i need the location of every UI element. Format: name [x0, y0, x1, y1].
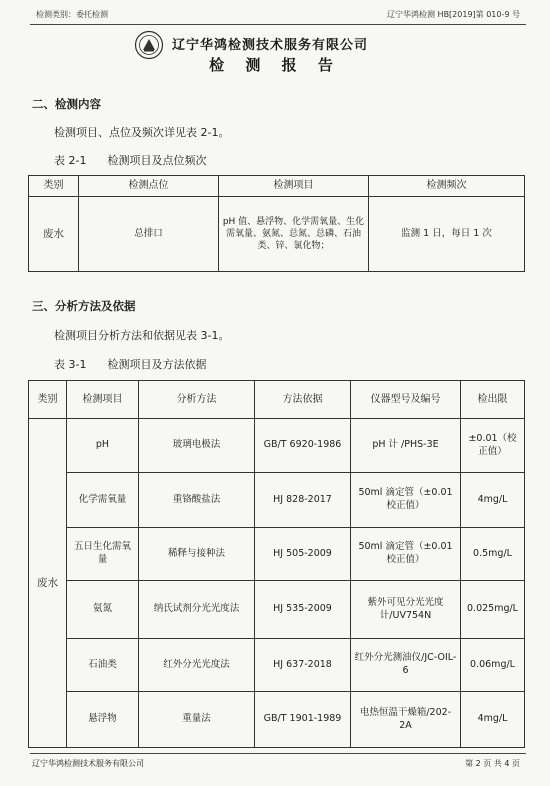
item-cell: 氨氮: [67, 581, 139, 639]
limit-cell: 0.5mg/L: [461, 528, 525, 581]
report-title: 检 测 报 告: [209, 56, 341, 74]
table-row: [29, 419, 525, 473]
table-header-cell: 检测项目: [219, 176, 369, 197]
section-3-heading: 三、分析方法及依据: [32, 299, 136, 313]
table-row: [29, 692, 525, 748]
frequency-cell: 监测 1 日，每日 1 次: [369, 197, 525, 272]
limit-cell: ±0.01（校正值）: [461, 419, 525, 473]
item-cell: 悬浮物: [67, 692, 139, 748]
basis-cell: GB/T 1901-1989: [255, 692, 351, 748]
footer-company: 辽宁华鸿检测技术服务有限公司: [32, 759, 144, 768]
item-cell: 五日生化需氧量: [67, 528, 139, 581]
item-cell: 化学需氧量: [67, 473, 139, 528]
category-cell: 废水: [29, 197, 79, 272]
method-cell: 纳氏试剂分光光度法: [139, 581, 255, 639]
table-3-1-caption: 表 3-1 检测项目及方法依据: [54, 358, 207, 371]
table-row: [29, 197, 525, 272]
method-cell: 红外分光光度法: [139, 639, 255, 692]
instrument-cell: pH 计 /PHS-3E: [351, 419, 461, 473]
instrument-cell: 紫外可见分光光度计/UV754N: [351, 581, 461, 639]
basis-cell: HJ 637-2018: [255, 639, 351, 692]
page-number: 第 2 页 共 4 页: [465, 759, 520, 768]
method-cell: 玻璃电极法: [139, 419, 255, 473]
table-header-cell: 方法依据: [255, 381, 351, 419]
section-3-paragraph: 检测项目分析方法和依据见表 3-1。: [54, 329, 230, 342]
table-2-1-caption: 表 2-1 检测项目及点位频次: [54, 154, 207, 167]
method-cell: 稀释与接种法: [139, 528, 255, 581]
table-header-cell: 类别: [29, 381, 67, 419]
table-header-cell: 检出限: [461, 381, 525, 419]
table-header-cell: 类别: [29, 176, 79, 197]
document-number: 辽宁华鸿检测 HB[2019]第 010-9 号: [387, 10, 520, 19]
limit-cell: 0.025mg/L: [461, 581, 525, 639]
table-2-1-header-row: [29, 176, 525, 197]
table-header-cell: 分析方法: [139, 381, 255, 419]
basis-cell: HJ 828-2017: [255, 473, 351, 528]
table-3-1: [28, 380, 525, 748]
item-cell: 石油类: [67, 639, 139, 692]
table-header-cell: 检测点位: [79, 176, 219, 197]
section-2-paragraph: 检测项目、点位及频次详见表 2-1。: [54, 126, 230, 139]
item-cell: pH: [67, 419, 139, 473]
table-header-cell: 检测项目: [67, 381, 139, 419]
table-3-1-header-row: [29, 381, 525, 419]
header-divider: [30, 24, 526, 25]
table-2-1: [28, 175, 525, 272]
limit-cell: 4mg/L: [461, 692, 525, 748]
instrument-cell: 电热恒温干燥箱/202-2A: [351, 692, 461, 748]
section-2-heading: 二、检测内容: [32, 97, 101, 111]
category-cell: 废水: [29, 419, 67, 748]
limit-cell: 4mg/L: [461, 473, 525, 528]
footer-divider: [30, 753, 526, 754]
table-header-cell: 仪器型号及编号: [351, 381, 461, 419]
point-cell: 总排口: [79, 197, 219, 272]
method-cell: 重量法: [139, 692, 255, 748]
items-cell: pH 值、悬浮物、化学需氧量、生化需氧量、氨氮、总氮、总磷、石油类、锌、氯化物；: [219, 197, 369, 272]
basis-cell: HJ 535-2009: [255, 581, 351, 639]
limit-cell: 0.06mg/L: [461, 639, 525, 692]
basis-cell: GB/T 6920-1986: [255, 419, 351, 473]
table-row: [29, 581, 525, 639]
report-category: 检测类别：委托检测: [36, 10, 108, 19]
instrument-cell: 50ml 滴定管（±0.01 校正值）: [351, 473, 461, 528]
table-header-cell: 检测频次: [369, 176, 525, 197]
instrument-cell: 50ml 滴定管（±0.01 校正值）: [351, 528, 461, 581]
table-row: [29, 473, 525, 528]
instrument-cell: 红外分光测油仪/JC-OIL-6: [351, 639, 461, 692]
table-row: [29, 528, 525, 581]
basis-cell: HJ 505-2009: [255, 528, 351, 581]
method-cell: 重铬酸盐法: [139, 473, 255, 528]
company-name: 辽宁华鸿检测技术服务有限公司: [172, 38, 369, 53]
table-row: [29, 639, 525, 692]
